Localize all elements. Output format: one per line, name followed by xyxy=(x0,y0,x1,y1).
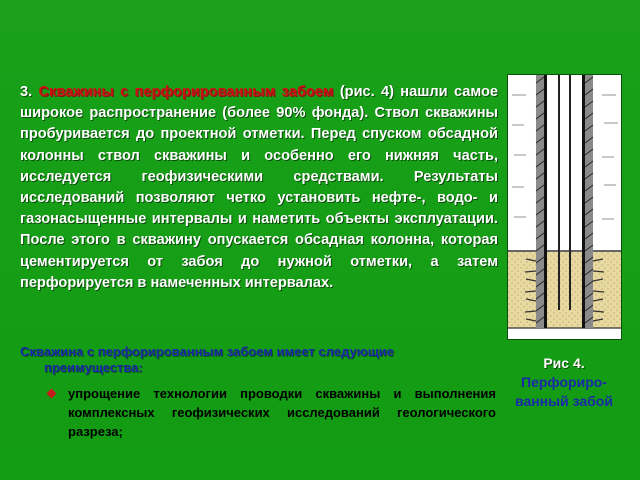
tubing-right xyxy=(569,75,571,310)
section-number: 3. xyxy=(20,84,33,100)
cement-left xyxy=(536,75,544,328)
figure-caption xyxy=(508,354,620,411)
productive-layer xyxy=(508,252,621,328)
cement-right xyxy=(585,75,593,328)
list-item-text: упрощение технологии проводки скважины и выполнения комплексных геофизических исследований геологического разреза; xyxy=(68,386,496,439)
main-paragraph xyxy=(20,82,498,294)
tubing-left xyxy=(558,75,560,310)
advantages-list xyxy=(48,384,496,441)
well-diagram xyxy=(507,74,622,340)
perforated-well-illustration xyxy=(508,75,621,339)
diamond-bullet-icon xyxy=(47,389,57,399)
casing-right xyxy=(582,75,585,328)
section-text: (рис. 4) нашли самое широкое распространение (более 90% фонда). Ствол скважины пробуривается до проектной отметки. Перед спуском обсадной колонны ствол скважины и особенно его нижняя часть, исследуется геофизическими средствами. Результаты исследований позволяют четко установить нефте-, водо- и газонасыщенные интервалы и наметить объекты эксплуатации. После этого в скважину опускается обсадная колонна, которая цементируется от забоя до нужной отметки, а затем перфорируется в намеченных интервалах. xyxy=(20,84,498,291)
caption-label: Рис 4. xyxy=(543,355,585,371)
section-title: Скважины с перфорированным забоем xyxy=(38,84,334,100)
caption-text: Перфориро-ванный забой xyxy=(515,374,613,409)
advantages-heading xyxy=(20,344,498,376)
bottom-formation xyxy=(508,329,621,339)
advantages-heading-line1: Скважина с перфорированным забоем имеет следующие xyxy=(20,344,394,359)
advantages-heading-line2: преимущества: xyxy=(44,360,143,375)
list-item xyxy=(48,384,496,441)
casing-left xyxy=(544,75,547,328)
upper-formation xyxy=(508,75,621,251)
